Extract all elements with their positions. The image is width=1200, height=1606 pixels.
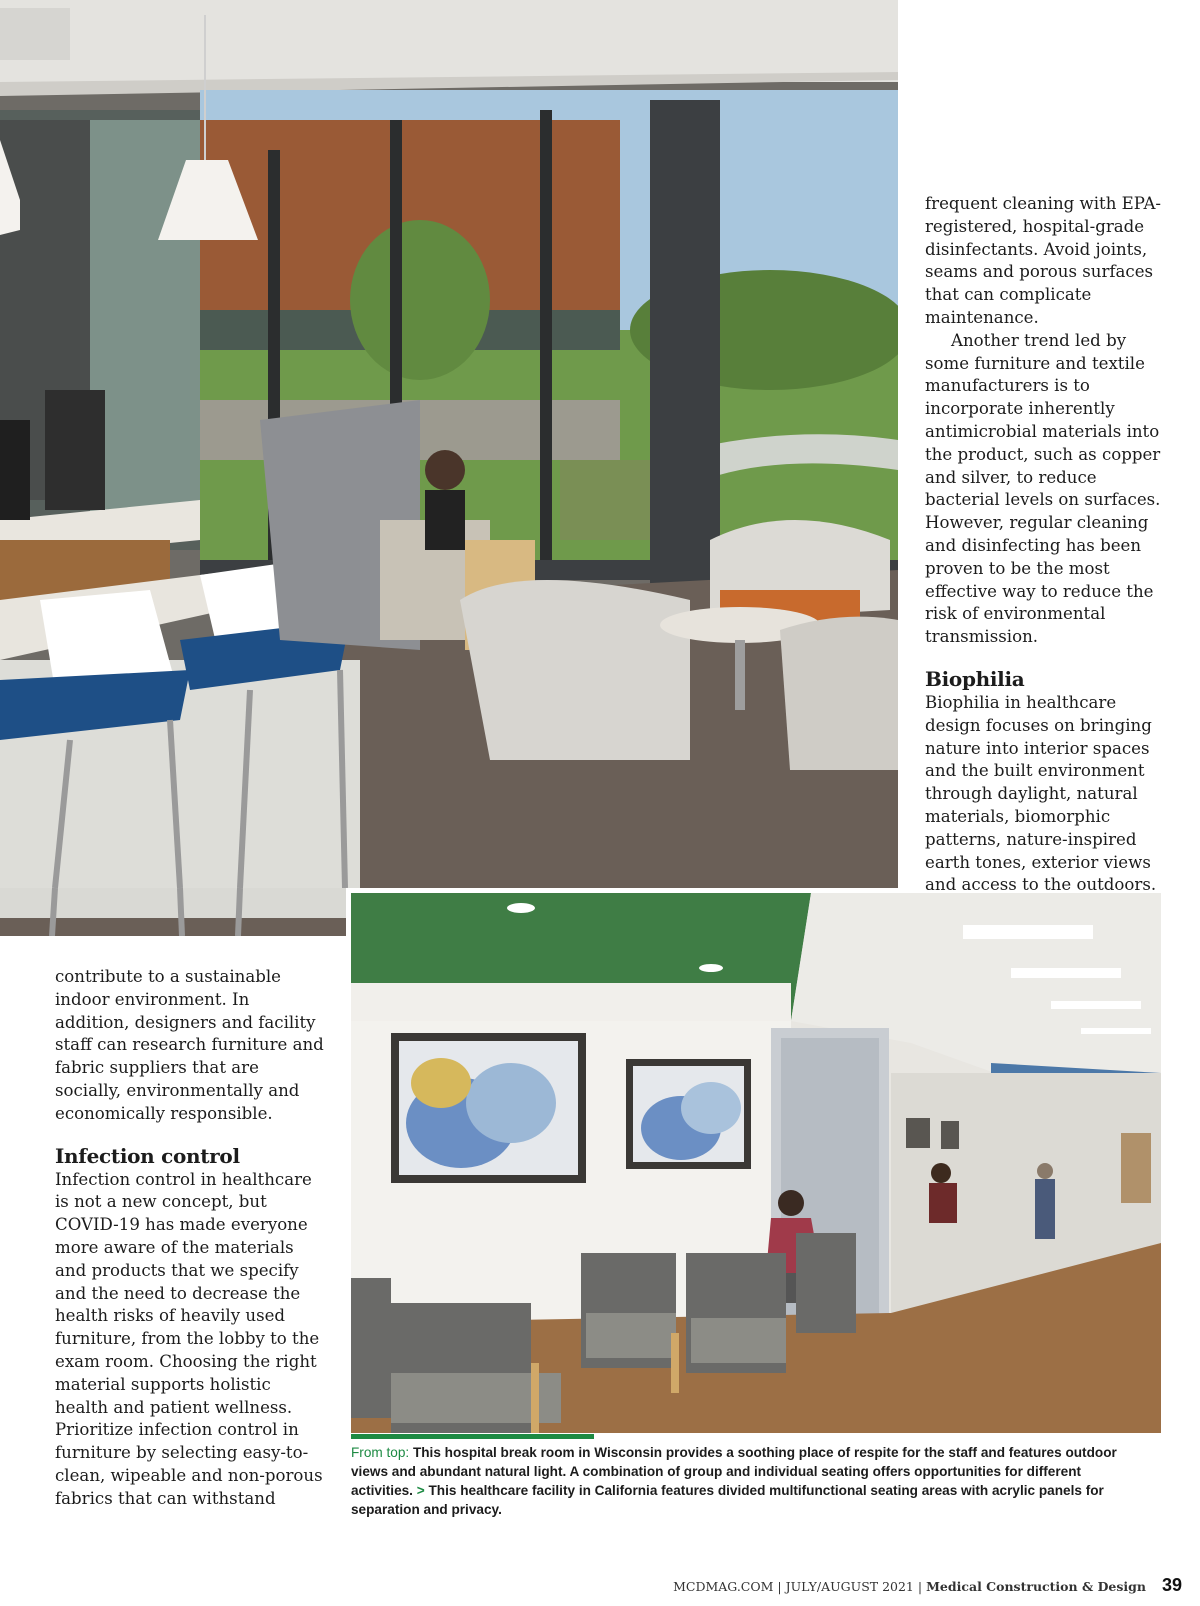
photo-caption <box>351 1443 1141 1519</box>
paragraph: contribute to a sustainable indoor environment. In addition, designers and facility staff can research furniture and fabric suppliers that are socially, environmentally and economically responsible. <box>55 967 324 1123</box>
footer-publication: Medical Construction & Design <box>926 1579 1146 1594</box>
footer-separator: | <box>777 1579 782 1594</box>
photo-break-room-floor <box>0 888 346 936</box>
footer-site: MCDMAG.COM <box>673 1579 774 1594</box>
photo-break-room <box>0 0 898 888</box>
caption-part-2: This healthcare facility in California features divided multifunctional seating areas with acrylic panels for separation and privacy. <box>351 1483 1104 1517</box>
paragraph: frequent cleaning with EPA-registered, hospital-grade disinfectants. Avoid joints, seams and porous surfaces that can complicate maintenance. <box>925 194 1162 327</box>
article-column-right <box>925 193 1165 897</box>
caption-accent-bar <box>351 1434 594 1439</box>
paragraph: Biophilia in healthcare design focuses on bringing nature into interior spaces and the built environment through daylight, natural materials, biomorphic patterns, nature-inspired earth tones, exterior views and access to the outdoors. <box>925 692 1157 895</box>
caption-arrow-icon: > <box>416 1483 425 1498</box>
article-column-left <box>55 966 325 1511</box>
page-number: 39 <box>1161 1575 1182 1595</box>
section-heading-infection-control: Infection control <box>55 1143 240 1168</box>
photo-waiting-area <box>351 893 1161 1433</box>
section-heading-biophilia: Biophilia <box>925 666 1025 691</box>
caption-lead: From top: <box>351 1445 410 1460</box>
page-footer <box>673 1575 1182 1596</box>
paragraph: Another trend led by some furniture and textile manufacturers is to incorporate inherently antimicrobial materials into the product, such as copper and silver, to reduce bacterial levels on surfaces. However, regular cleaning and disinfecting has been proven to be the most effective way to reduce the risk of environmental transmission. <box>925 330 1161 647</box>
footer-separator: | <box>917 1579 923 1594</box>
footer-date: JULY/AUGUST 2021 <box>785 1579 914 1594</box>
caption-part-1: This hospital break room in Wisconsin provides a soothing place of respite for the staff and features outdoor views and abundant natural light. A combination of group and individual seating offers opportunities for different activities. <box>351 1445 1117 1498</box>
paragraph: Infection control in healthcare is not a new concept, but COVID-19 has made everyone more aware of the materials and products that we specify and the need to decrease the health risks of heavily used furniture, from the lobby to the exam room. Choosing the right material supports holistic health and patient wellness. Prioritize infection control in furniture by selecting easy-to-clean, wipeable and non-porous fabrics that can withstand <box>55 1169 323 1508</box>
